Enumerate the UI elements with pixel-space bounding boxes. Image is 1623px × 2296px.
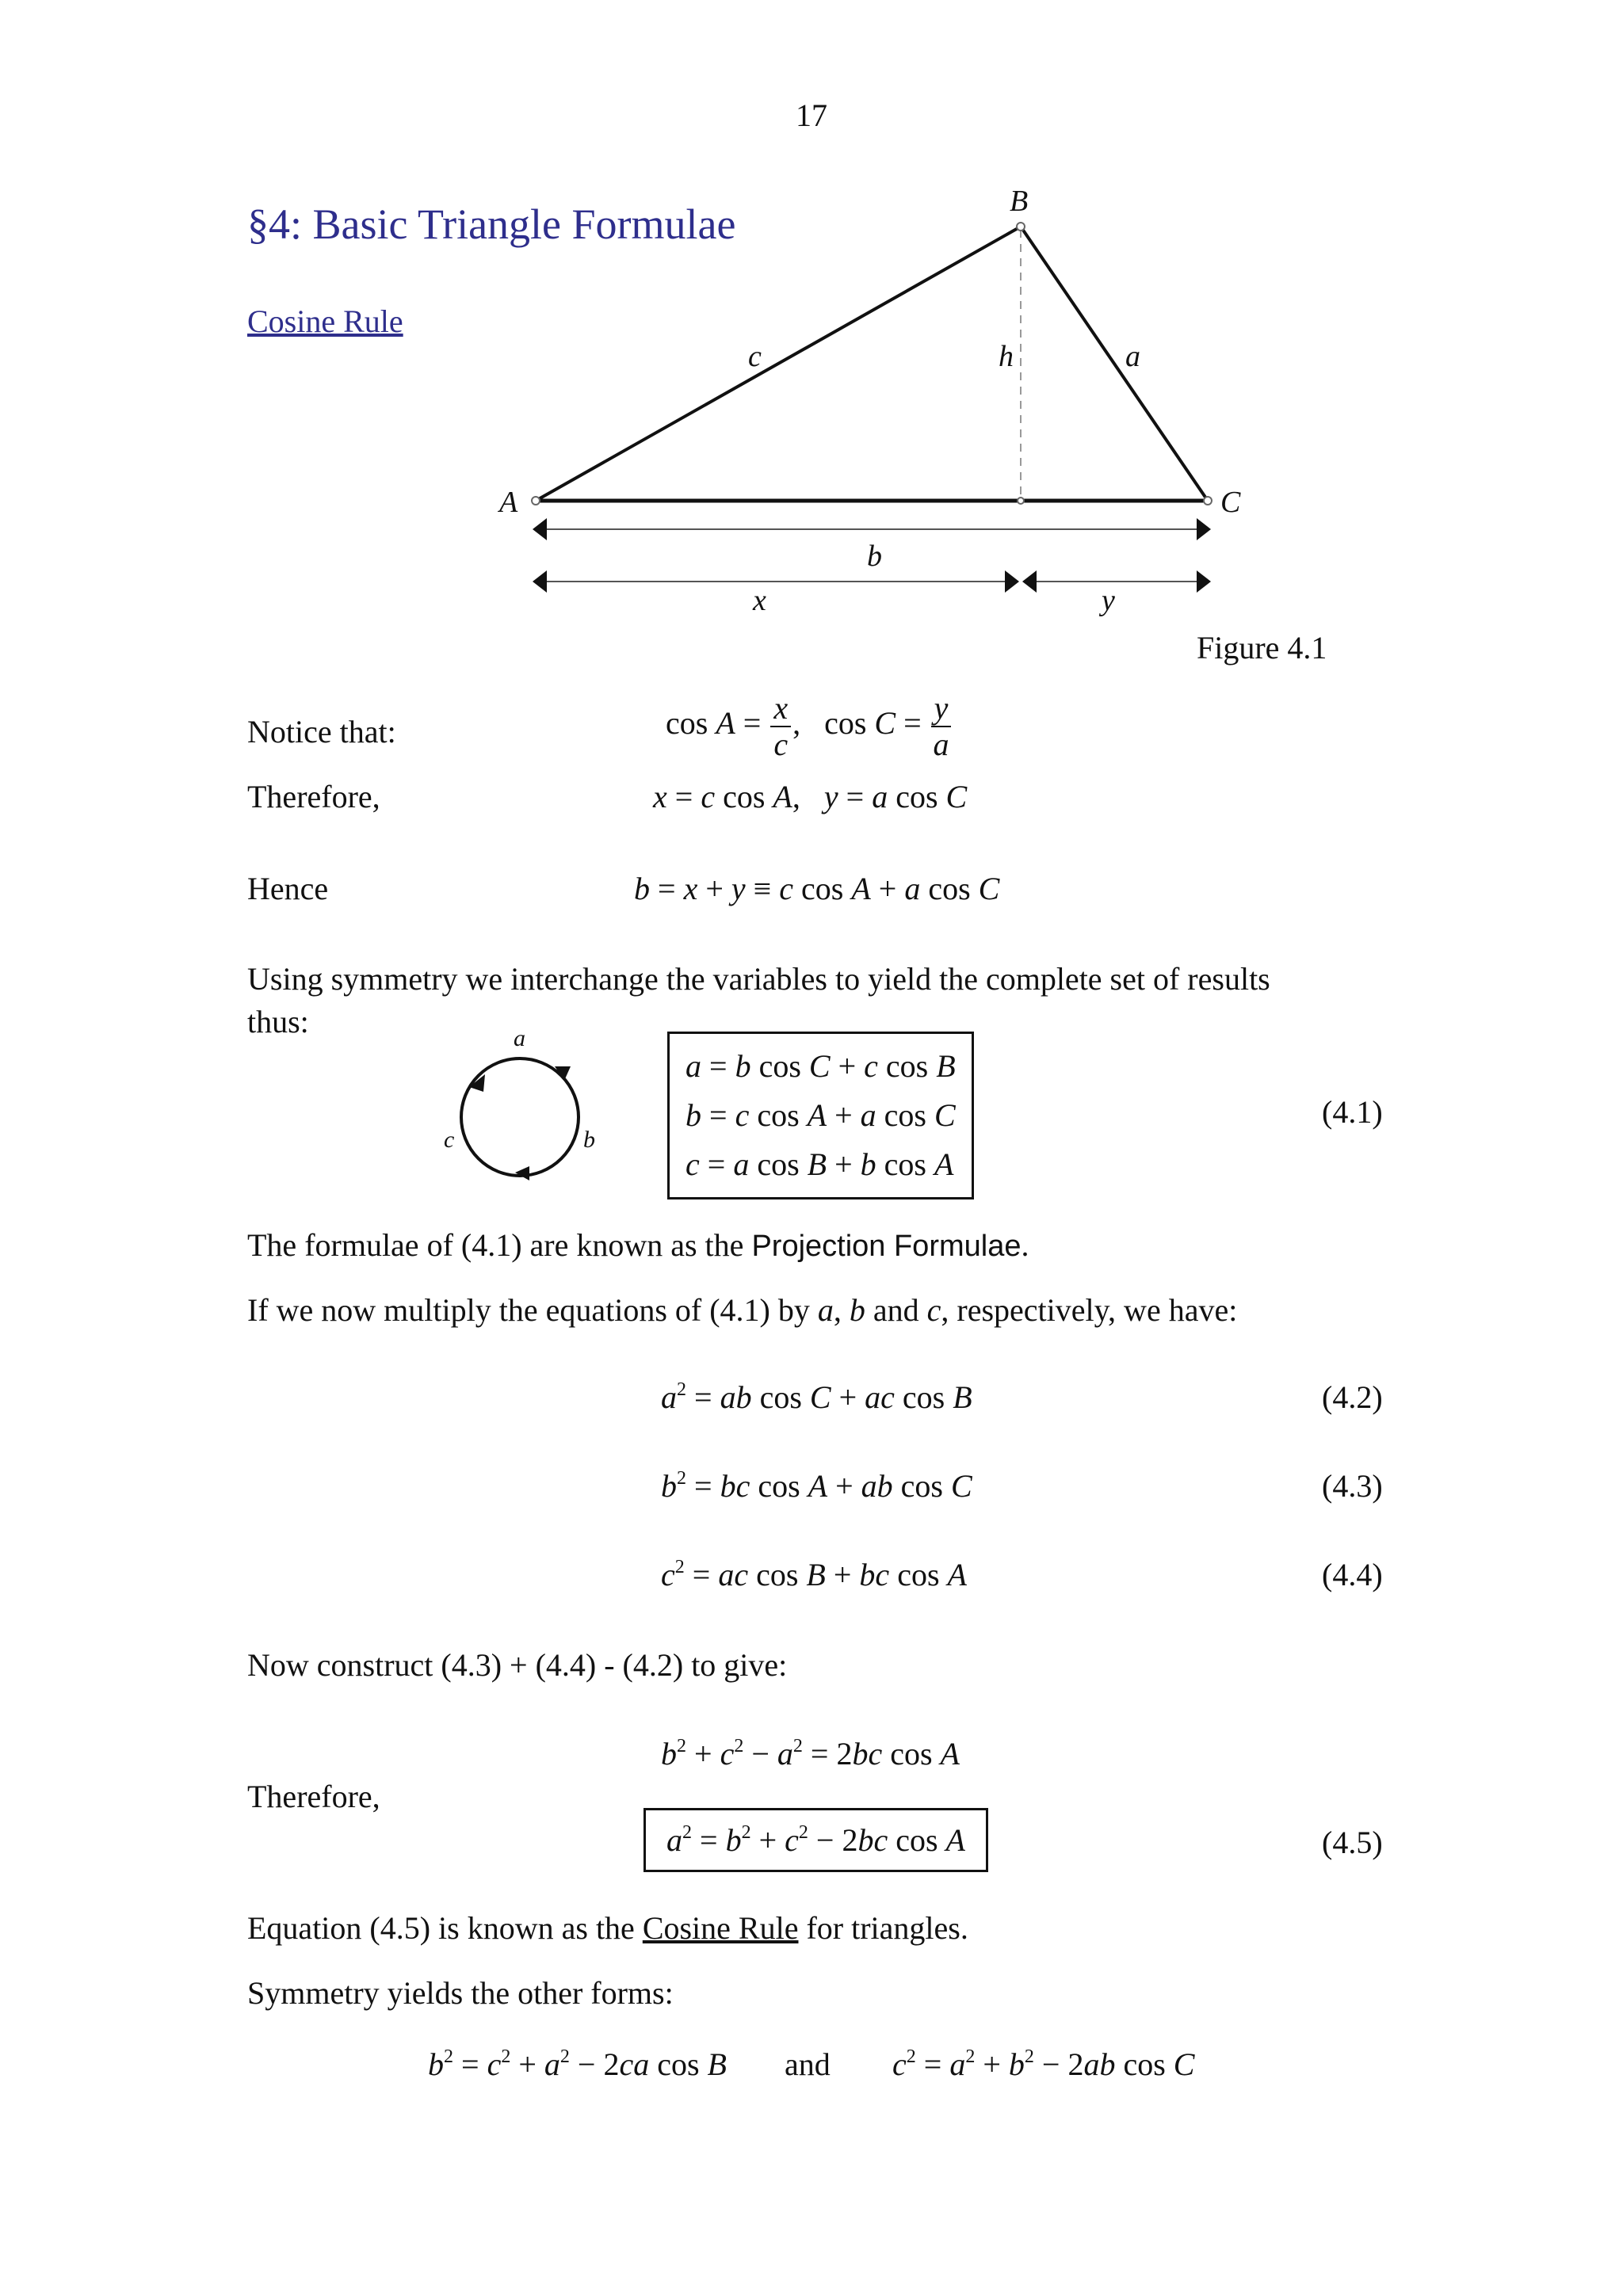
cosine-rule-box: $a^2 = b^2 + c^2 - 2bc$ cos A <box>643 1808 988 1872</box>
cyclic-permutation-diagram <box>428 1022 618 1204</box>
label-side-a: a <box>1125 340 1140 373</box>
figure-caption: Figure 4.1 <box>1197 630 1327 666</box>
symmetry-forms-sentence: Symmetry yields the other forms: <box>247 1975 674 2011</box>
subsection-title[interactable]: Cosine Rule <box>247 303 403 339</box>
symmetry-line-2: thus: <box>247 1004 309 1039</box>
projection-sentence: The formulae of (4.1) are known as the Projection Formulae. <box>247 1227 1029 1263</box>
notice-label: Notice that: <box>247 714 396 749</box>
equation-number-4-1: (4.1) <box>1322 1094 1383 1130</box>
label-side-c: c <box>748 340 762 373</box>
cycle-label-a: a <box>514 1025 525 1051</box>
cosine-rule-sentence: Equation (4.5) is known as the Cosine Rule for triangles. <box>247 1910 968 1946</box>
cosine-rule-link[interactable]: Cosine Rule <box>642 1910 799 1946</box>
label-segment-y: y <box>1102 584 1115 617</box>
label-segment-x: x <box>753 584 766 617</box>
page-number: 17 <box>796 97 827 133</box>
triangle-figure <box>0 0 1623 650</box>
cosine-rule-b-form: $b^2 = c^2 + a^2 - 2ca$ cos B <box>428 2046 727 2082</box>
equation-4-3: $b^2$ = bc cos A + ab cos C <box>661 1468 972 1504</box>
therefore-label-2: Therefore, <box>247 1779 380 1814</box>
b-sum-equation: b = x + y ≡ c cos A + a cos C <box>634 871 1000 906</box>
cosine-rule-c-form: $c^2 = a^2 + b^2 - 2ab$ cos C <box>892 2046 1195 2082</box>
projection-formulae-term: Projection Formulae <box>751 1230 1022 1263</box>
equation-4-4: $c^2$ = ac cos B + bc cos A <box>661 1557 967 1592</box>
xy-equation: x = c cos A, y = a cos C <box>653 779 968 814</box>
and-word: and <box>785 2046 831 2082</box>
projection-formulae-box: a = b cos C + c cos B b = c cos A + a cos C c = a cos B + b cos A <box>667 1032 974 1199</box>
label-height-h: h <box>999 340 1014 373</box>
label-vertex-c: C <box>1220 486 1241 519</box>
label-vertex-b: B <box>1010 185 1029 218</box>
equation-number-4-3: (4.3) <box>1322 1468 1383 1504</box>
intermediate-equation: $b^2 + c^2 - a^2 = 2bc$ cos A <box>661 1736 960 1772</box>
cycle-label-b: b <box>583 1127 595 1153</box>
section-title: §4: Basic Triangle Formulae <box>247 200 736 248</box>
cycle-label-c: c <box>444 1127 455 1153</box>
cos-ratios-equation: cos A = $\frac{x}{c}$ , cos C = $\frac{y}{a}$ <box>666 691 953 762</box>
equation-number-4-5: (4.5) <box>1322 1825 1383 1860</box>
equation-number-4-4: (4.4) <box>1322 1557 1383 1592</box>
symmetry-line-1: Using symmetry we interchange the variables to yield the complete set of results <box>247 961 1270 997</box>
multiply-sentence: If we now multiply the equations of (4.1) by a, b and c, respectively, we have: <box>247 1292 1238 1328</box>
construct-sentence: Now construct (4.3) + (4.4) - (4.2) to give: <box>247 1647 788 1683</box>
hence-label: Hence <box>247 871 329 906</box>
side-a <box>1021 227 1208 501</box>
label-vertex-a: A <box>499 486 518 519</box>
therefore-label-1: Therefore, <box>247 779 380 814</box>
label-side-b: b <box>867 540 882 573</box>
equation-number-4-2: (4.2) <box>1322 1379 1383 1415</box>
side-c <box>536 227 1021 501</box>
equation-4-2: $a^2$ = ab cos C + ac cos B <box>661 1379 972 1415</box>
